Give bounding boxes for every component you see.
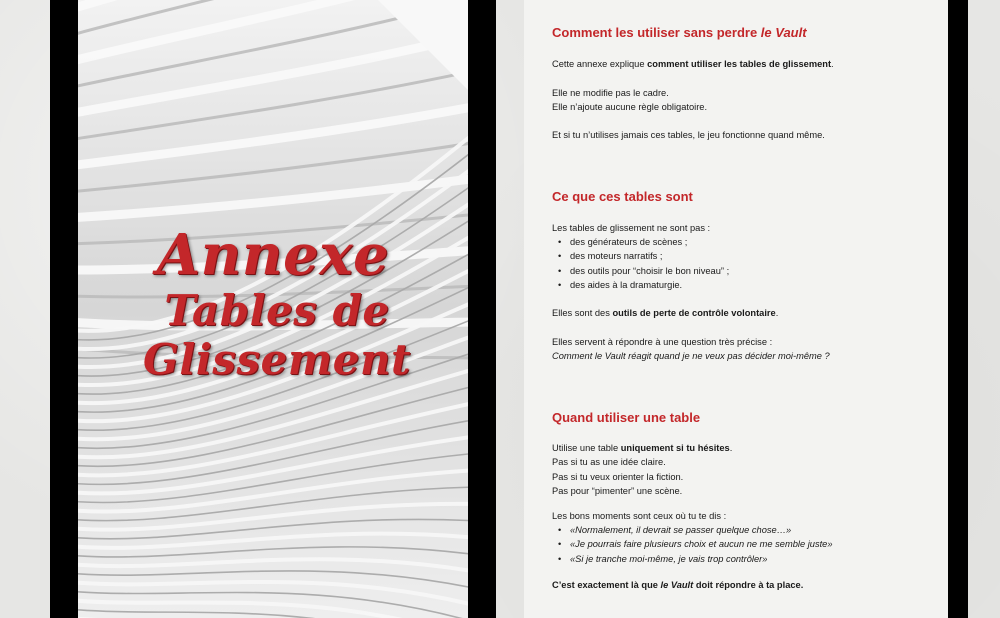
heading-when-to-use: Quand utiliser une table [552, 410, 701, 425]
list-item: • des générateurs de scènes ; [552, 235, 729, 249]
list-item: • «Normalement, il devrait se passer quelque chose…» [552, 523, 833, 537]
paragraph-question: Elles servent à répondre à une question très précise : Comment le Vault réagit quand je ne veux pas décider moi-même ? [552, 337, 830, 362]
right-page-border [948, 0, 968, 618]
paragraph-only-if-hesitate: Utilise une table uniquement si tu hésites. Pas si tu as une idée claire. Pas si tu veux orienter la fiction. Pas pour “pimenter” une scène. [552, 443, 733, 496]
paragraph-not-list-intro: Les tables de glissement ne sont pas : [552, 223, 711, 233]
list-item: • des aides à la dramaturgie. [552, 278, 729, 292]
quote-list [552, 523, 833, 566]
paragraph-conclusion: C’est exactement là que le Vault doit répondre à ta place. [552, 580, 804, 590]
list-item: • «Si je tranche moi-même, je vais trop contrôler» [552, 552, 833, 566]
cover-title-line1: Annexe [156, 222, 390, 288]
paragraph-optional: Et si tu n’utilises jamais ces tables, le jeu fonctionne quand même. [552, 130, 825, 140]
paragraph-no-change: Elle ne modifie pas le cadre. Elle n’ajoute aucune règle obligatoire. [552, 88, 708, 113]
paragraph-intro: Cette annexe explique comment utiliser les tables de glissement. [552, 59, 834, 69]
paragraph-control-loss: Elles sont des outils de perte de contrôle volontaire. [552, 308, 779, 318]
heading-how-to-use: Comment les utiliser sans perdre le Vault [552, 25, 807, 40]
list-item: • «Je pourrais faire plusieurs choix et aucun ne me semble juste» [552, 537, 833, 551]
not-list [552, 235, 729, 292]
left-page-border [50, 0, 78, 618]
list-item: • des outils pour “choisir le bon niveau” ; [552, 264, 729, 278]
text-page [524, 0, 948, 618]
list-item: • des moteurs narratifs ; [552, 249, 729, 263]
gutter-left [468, 0, 496, 618]
heading-what-tables-are: Ce que ces tables sont [552, 189, 693, 204]
paragraph-good-moments: Les bons moments sont ceux où tu te dis : [552, 511, 727, 521]
cover-page [78, 0, 468, 618]
cover-title-line2: Tables de Glissement [143, 286, 411, 384]
